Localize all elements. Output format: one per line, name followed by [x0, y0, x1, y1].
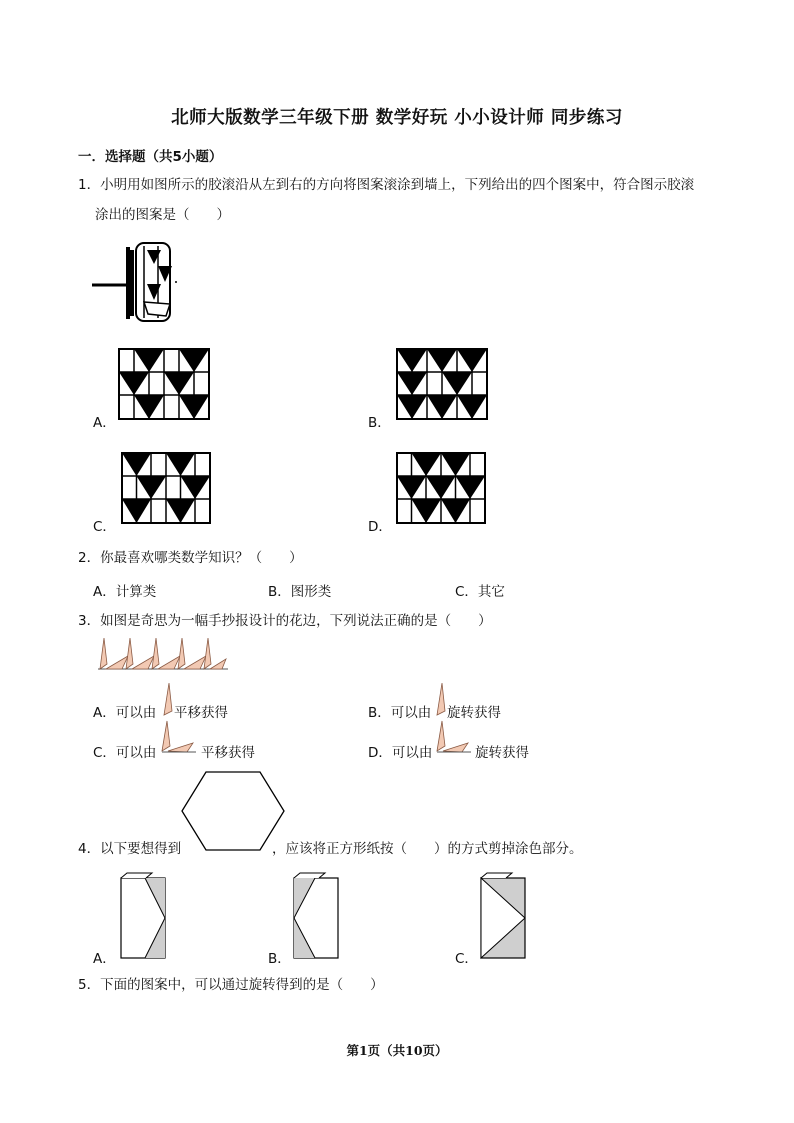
q3-option-a-shape [161, 681, 175, 717]
q3-option-d-prefix[interactable]: D．可以由 [368, 745, 433, 761]
q4-option-b-label[interactable]: B． [268, 951, 291, 967]
q4-text-prefix: 4．以下要想得到 [78, 841, 182, 857]
q3-option-a-suffix[interactable]: 平移获得 [174, 705, 228, 721]
q1-option-d-label[interactable]: D． [368, 519, 392, 535]
q3-option-b-suffix[interactable]: 旋转获得 [447, 705, 501, 721]
page-title: 北师大版数学三年级下册 数学好玩 小小设计师 同步练习 [171, 108, 623, 128]
q4-option-a-label[interactable]: A． [93, 951, 116, 967]
q1-option-b-label[interactable]: B． [368, 415, 391, 431]
q1-option-a-pattern[interactable] [118, 348, 210, 420]
q3-option-c-suffix[interactable]: 平移获得 [201, 745, 255, 761]
q3-option-a-prefix[interactable]: A．可以由 [93, 705, 157, 721]
q3-option-b-shape [434, 681, 448, 717]
q4-option-a-figure[interactable] [118, 872, 168, 960]
q4-option-c-figure[interactable] [478, 872, 528, 960]
q3-option-c-prefix[interactable]: C．可以由 [93, 745, 157, 761]
q2-option-b[interactable]: B．图形类 [268, 584, 332, 600]
q5-text: 5．下面的图案中，可以通过旋转得到的是（ ） [78, 977, 384, 993]
q4-option-c-label[interactable]: C． [455, 951, 478, 967]
q2-text: 2．你最喜欢哪类数学知识？（ ） [78, 550, 303, 566]
q1-option-b-pattern[interactable] [396, 348, 488, 420]
q2-option-a[interactable]: A．计算类 [93, 584, 157, 600]
q2-option-c[interactable]: C．其它 [455, 584, 505, 600]
hexagon-figure [180, 770, 286, 852]
q3-option-d-shape [434, 719, 474, 755]
q1-option-d-pattern[interactable] [396, 452, 486, 524]
q1-line1: 1．小明用如图所示的胶滚沿从左到右的方向将图案滚涂到墙上，下列给出的四个图案中，符合图示胶滚 [78, 177, 695, 193]
q3-option-d-suffix[interactable]: 旋转获得 [475, 745, 529, 761]
section-heading: 一．选择题（共5小题） [78, 149, 223, 165]
q3-border-figure [98, 634, 230, 672]
q1-option-a-label[interactable]: A． [93, 415, 116, 431]
q1-line2: 涂出的图案是（ ） [95, 207, 230, 223]
q3-option-b-prefix[interactable]: B．可以由 [368, 705, 432, 721]
page-footer: 第1页（共10页） [346, 1043, 448, 1058]
roller-figure [92, 240, 184, 324]
q4-option-b-figure[interactable] [291, 872, 341, 960]
q1-option-c-label[interactable]: C． [93, 519, 116, 535]
q4-text-suffix: ，应该将正方形纸按（ ）的方式剪掉涂色部分。 [272, 841, 583, 857]
q1-option-c-pattern[interactable] [121, 452, 211, 524]
q3-text: 3．如图是奇思为一幅手抄报设计的花边，下列说法正确的是（ ） [78, 613, 492, 629]
q3-option-c-shape [159, 719, 197, 755]
